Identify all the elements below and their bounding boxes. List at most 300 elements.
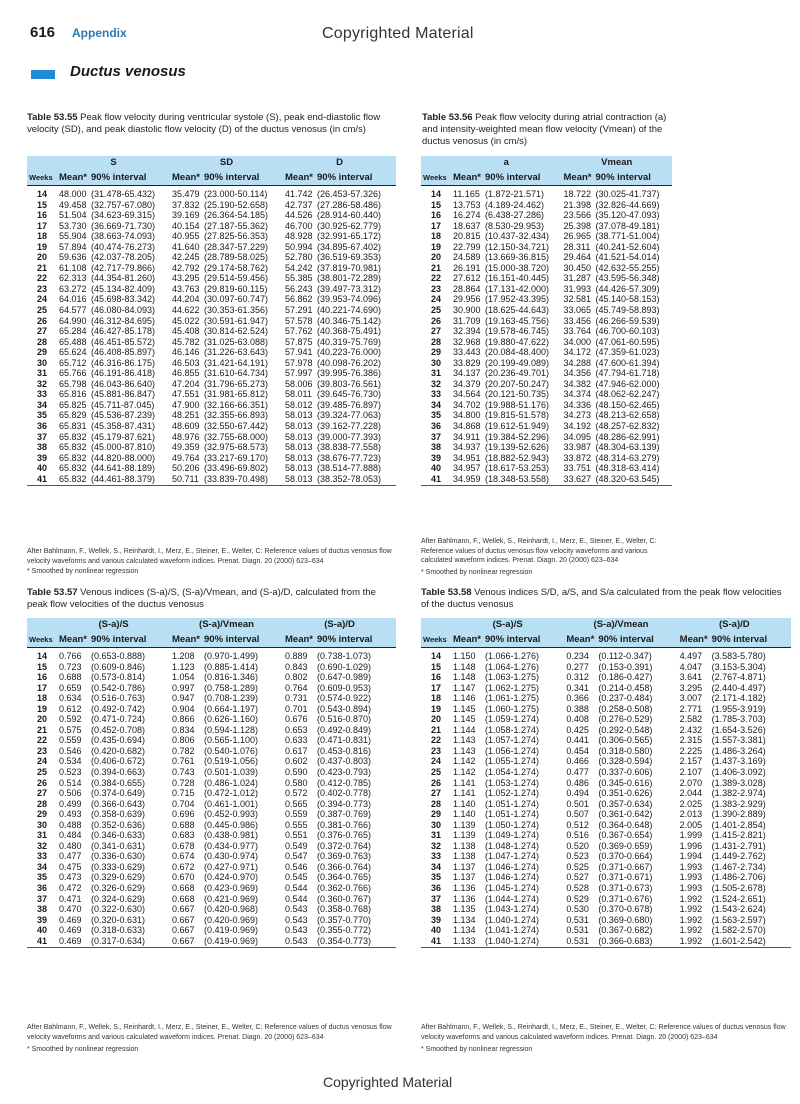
mean-cell: 65.831 — [59, 421, 87, 432]
week-cell: 22 — [430, 735, 441, 746]
week-cell: 22 — [36, 735, 47, 746]
mean-cell: 34.800 — [453, 410, 481, 421]
table-row — [421, 872, 791, 883]
table-row — [27, 368, 396, 379]
table-row — [27, 389, 396, 400]
interval-cell: (32.991-65.172) — [317, 231, 382, 242]
interval-cell: (39.324-77.063) — [317, 410, 382, 421]
table-row — [421, 294, 672, 305]
interval-cell: (2.767-4.871) — [711, 672, 766, 683]
interval-cell: (1.467-2.734) — [711, 861, 766, 872]
interval-cell: (45.881-86.847) — [91, 389, 156, 400]
interval-cell: (0.318-0.633) — [91, 925, 146, 936]
week-cell: 21 — [36, 724, 47, 735]
mean-cell: 0.806 — [172, 735, 195, 746]
week-cell: 16 — [36, 210, 47, 221]
mean-cell: 13.753 — [453, 199, 481, 210]
mean-cell: 0.668 — [172, 883, 195, 894]
week-cell: 30 — [430, 357, 441, 368]
interval-cell: (46.191-86.418) — [91, 368, 156, 379]
interval-cell: (41.521-54.014) — [595, 252, 660, 263]
week-cell: 17 — [430, 220, 441, 231]
mean-cell: 0.499 — [59, 798, 82, 809]
interval-cell: (0.424-0.970) — [204, 872, 259, 883]
interval-cell: (19.612-51.949) — [485, 421, 550, 432]
mean-cell: 0.493 — [59, 809, 82, 820]
mean-cell: 0.543 — [283, 936, 315, 948]
interval-cell: (1.382-2.974) — [711, 788, 766, 799]
interval-cell: (46.312-84.695) — [91, 315, 156, 326]
interval-cell: (0.357-0.634) — [598, 798, 653, 809]
table-row — [421, 389, 672, 400]
mean-cell: 45.408 — [172, 326, 200, 337]
mean-cell: 4.047 — [679, 661, 703, 672]
week-cell: 19 — [430, 241, 441, 252]
table-label: Table 53.55 — [27, 112, 78, 123]
table-row — [421, 305, 672, 316]
mean-cell: 0.565 — [285, 798, 308, 809]
interval-cell: (44.820-88.000) — [91, 452, 156, 463]
week-cell: 15 — [36, 661, 47, 672]
mean-cell: 43.763 — [172, 283, 200, 294]
week-cell: 35 — [430, 410, 441, 421]
interval-cell: (1.056-1.274) — [485, 745, 540, 756]
interval-cell: (45.000-87.810) — [91, 442, 156, 453]
week-cell: 15 — [430, 199, 441, 210]
mean-cell: 1.993 — [679, 872, 703, 883]
mean-cell: 34.957 — [453, 463, 481, 474]
interval-cell: (44.641-88.189) — [91, 463, 156, 474]
column-header: Mean* — [562, 169, 594, 186]
interval-cell: (44.354-81.260) — [91, 273, 156, 284]
table-row — [27, 851, 396, 862]
week-cell: 40 — [36, 925, 47, 936]
week-cell: 21 — [430, 724, 441, 735]
mean-cell: 2.107 — [679, 767, 703, 778]
table-caption — [27, 112, 395, 136]
mean-cell: 0.802 — [285, 672, 308, 683]
table-row — [27, 186, 396, 200]
mean-cell: 1.992 — [678, 936, 710, 948]
week-cell: 16 — [430, 210, 441, 221]
week-cell: 30 — [36, 819, 47, 830]
interval-cell: (43.595-56.348) — [595, 273, 660, 284]
week-cell: 35 — [36, 410, 47, 421]
mean-cell: 0.486 — [566, 777, 589, 788]
mean-cell: 26.191 — [453, 262, 481, 273]
interval-cell: (0.653-0.888) — [91, 651, 146, 661]
mean-cell: 57.997 — [285, 368, 313, 379]
mean-cell: 57.941 — [285, 347, 313, 358]
footnote: * Smoothed by nonlinear regression — [27, 568, 139, 575]
mean-cell: 3.641 — [679, 672, 703, 683]
interval-cell: (42.717-79.866) — [91, 262, 156, 273]
interval-cell: (0.565-1.100) — [204, 735, 259, 746]
interval-cell: (0.333-0.629) — [91, 861, 146, 872]
interval-cell: (48.213-62.658) — [595, 410, 660, 421]
column-header: Weeks — [421, 631, 451, 648]
week-cell: 16 — [36, 672, 47, 683]
interval-cell: (0.357-0.770) — [317, 914, 372, 925]
interval-cell: (16.151-40.445) — [485, 273, 550, 284]
interval-cell: (19.139-52.626) — [485, 442, 550, 453]
interval-cell: (38.514-77.888) — [317, 463, 382, 474]
interval-cell: (0.341-0.631) — [91, 840, 146, 851]
mean-cell: 65.832 — [57, 474, 89, 486]
interval-cell: (0.374-0.649) — [91, 788, 146, 799]
interval-cell: (1.449-2.762) — [711, 851, 766, 862]
interval-cell: (0.358-0.768) — [317, 904, 372, 915]
interval-cell: (0.237-0.484) — [598, 693, 653, 704]
mean-cell: 0.667 — [172, 904, 195, 915]
table-row — [421, 648, 791, 662]
interval-cell: (0.384-0.655) — [91, 777, 146, 788]
mean-cell: 30.900 — [453, 305, 481, 316]
week-cell: 23 — [430, 745, 441, 756]
mean-cell: 0.678 — [172, 840, 195, 851]
table-row — [27, 704, 396, 715]
mean-cell: 65.798 — [59, 378, 87, 389]
group-header: (S-a)/S — [451, 618, 564, 631]
interval-cell: (1.046-1.274) — [485, 872, 540, 883]
table-row — [421, 862, 791, 873]
interval-cell: (1.063-1.275) — [485, 672, 540, 683]
interval-cell: (1.064-1.276) — [485, 661, 540, 672]
interval-cell: (18.882-52.943) — [485, 452, 550, 463]
table-row — [27, 925, 396, 936]
interval-cell: (26.453-57.326) — [317, 189, 382, 199]
mean-cell: 33.065 — [563, 305, 592, 316]
table-row — [421, 904, 791, 915]
mean-cell: 0.501 — [566, 798, 589, 809]
mean-cell: 50.711 — [170, 474, 202, 486]
week-cell: 14 — [36, 651, 47, 661]
interval-cell: (0.387-0.769) — [317, 809, 372, 820]
interval-cell: (0.453-0.816) — [317, 745, 372, 756]
interval-cell: (0.355-0.772) — [317, 925, 372, 936]
mean-cell: 1.140 — [453, 809, 476, 820]
table-row — [27, 778, 396, 789]
interval-cell: (0.452-0.993) — [204, 809, 259, 820]
week-cell: 25 — [430, 767, 441, 778]
week-cell: 27 — [430, 788, 441, 799]
interval-cell: (0.186-0.427) — [598, 672, 653, 683]
interval-cell: (0.609-0.846) — [91, 661, 146, 672]
table-row — [27, 693, 396, 704]
mean-cell: 25.398 — [563, 220, 592, 231]
mean-cell: 18.637 — [453, 220, 481, 231]
mean-cell: 1.150 — [453, 651, 476, 661]
mean-cell: 57.894 — [59, 241, 87, 252]
mean-cell: 54.242 — [285, 262, 313, 273]
week-cell: 39 — [36, 914, 47, 925]
mean-cell: 2.582 — [679, 714, 703, 725]
interval-cell: (1.061-1.275) — [485, 693, 540, 704]
mean-cell: 42.792 — [172, 262, 200, 273]
mean-cell: 0.543 — [285, 914, 308, 925]
interval-cell: (38.676-77.723) — [317, 452, 382, 463]
mean-cell: 1.054 — [172, 672, 195, 683]
mean-cell: 58.013 — [285, 431, 313, 442]
interval-cell: (0.423-0.793) — [317, 767, 372, 778]
interval-cell: (1.059-1.274) — [485, 714, 540, 725]
mean-cell: 0.674 — [172, 851, 195, 862]
interval-cell: (0.153-0.391) — [598, 661, 653, 672]
week-cell: 34 — [36, 399, 47, 410]
mean-cell: 0.688 — [172, 819, 195, 830]
interval-cell: (31.610-64.734) — [204, 368, 269, 379]
week-cell: 19 — [36, 241, 47, 252]
interval-cell: (0.370-0.664) — [598, 851, 653, 862]
week-cell: 25 — [36, 305, 47, 316]
interval-cell: (0.609-0.953) — [317, 682, 372, 693]
mean-cell: 0.312 — [566, 672, 589, 683]
interval-cell: (0.371-0.671) — [598, 872, 653, 883]
interval-cell: (39.000-77.393) — [317, 431, 382, 442]
mean-cell: 0.659 — [59, 682, 82, 693]
interval-cell: (1.401-2.854) — [711, 819, 766, 830]
group-header: (S-a)/D — [283, 618, 396, 631]
mean-cell: 1.140 — [453, 798, 476, 809]
table-53-57 — [27, 618, 396, 948]
mean-cell: 64.577 — [59, 305, 87, 316]
week-cell: 23 — [36, 283, 47, 294]
table-row — [421, 693, 791, 704]
week-cell: 38 — [36, 442, 47, 453]
mean-cell: 65.829 — [59, 410, 87, 421]
interval-cell: (0.402-0.778) — [317, 788, 372, 799]
interval-cell: (19.815-51.578) — [485, 410, 550, 421]
source-citation: After Bahlmann, F., Wellek, S., Reinhardt, I., Merz, E., Steiner, E., Welter, C: Reference values of ductus venosus flow velocity waveforms and various calculated waveform indices. Prenat. Diagn. 20 (2000) 623–634 — [421, 538, 657, 564]
mean-cell: 0.592 — [59, 714, 82, 725]
interval-cell: (0.647-0.989) — [317, 672, 372, 683]
table-row — [421, 442, 672, 453]
mean-cell: 0.947 — [172, 693, 195, 704]
mean-cell: 33.987 — [563, 442, 592, 453]
table-row — [27, 347, 396, 358]
interval-cell: (30.814-62.524) — [204, 326, 269, 337]
mean-cell: 1.144 — [453, 724, 476, 735]
interval-cell: (0.626-1.160) — [204, 714, 259, 725]
mean-cell: 34.911 — [453, 431, 480, 442]
week-cell: 38 — [430, 904, 441, 915]
week-cell: 26 — [36, 315, 47, 326]
page-header — [30, 18, 790, 46]
week-cell: 19 — [430, 703, 441, 714]
table-row — [27, 263, 396, 274]
mean-cell: 0.523 — [566, 851, 589, 862]
mean-cell: 0.534 — [59, 756, 82, 767]
interval-cell: (2.440-4.497) — [711, 682, 766, 693]
mean-cell: 0.728 — [172, 777, 195, 788]
interval-cell: (0.438-0.981) — [204, 830, 259, 841]
week-cell: 35 — [36, 872, 47, 883]
table-row — [27, 337, 396, 348]
interval-cell: (46.080-84.093) — [91, 305, 156, 316]
copyright-watermark: Copyrighted Material — [322, 25, 474, 42]
week-cell: 15 — [36, 199, 47, 210]
table-row — [27, 210, 396, 221]
table-row — [27, 316, 396, 327]
mean-cell: 64.016 — [59, 294, 87, 305]
interval-cell: (45.134-82.409) — [91, 283, 156, 294]
running-head: Appendix — [72, 26, 127, 40]
interval-cell: (0.573-0.814) — [91, 672, 146, 683]
interval-cell: (0.885-1.414) — [204, 661, 259, 672]
week-cell: 19 — [36, 703, 47, 714]
mean-cell: 34.095 — [563, 431, 592, 442]
week-cell: 40 — [36, 463, 47, 474]
mean-cell: 33.829 — [453, 357, 481, 368]
week-cell: 21 — [430, 262, 441, 273]
mean-cell: 34.937 — [453, 442, 481, 453]
week-cell: 27 — [430, 326, 441, 337]
mean-cell: 0.723 — [59, 661, 82, 672]
interval-cell: (32.826-44.669) — [595, 199, 660, 210]
interval-cell: (0.492-0.849) — [317, 724, 372, 735]
mean-cell: 0.528 — [566, 883, 589, 894]
mean-cell: 0.667 — [172, 925, 195, 936]
mean-cell: 0.602 — [285, 756, 308, 767]
mean-cell: 16.274 — [453, 210, 481, 221]
week-cell: 40 — [430, 463, 441, 474]
interval-cell: (47.946-62.000) — [595, 378, 660, 389]
mean-cell: 4.497 — [679, 651, 703, 661]
interval-cell: (0.346-0.633) — [91, 830, 146, 841]
mean-cell: 48.000 — [59, 189, 87, 199]
mean-cell: 0.547 — [285, 851, 308, 862]
interval-cell: (0.452-0.708) — [91, 724, 146, 735]
mean-cell: 2.044 — [679, 788, 703, 799]
table-row — [421, 841, 791, 852]
interval-cell: (1.062-1.275) — [485, 682, 540, 693]
mean-cell: 0.506 — [59, 788, 82, 799]
mean-cell: 34.000 — [563, 336, 592, 347]
interval-cell: (45.698-83.342) — [91, 294, 156, 305]
interval-cell: (30.591-61.947) — [204, 315, 269, 326]
column-header: Weeks — [27, 631, 57, 648]
interval-cell: (0.434-0.977) — [204, 840, 259, 851]
mean-cell: 65.712 — [59, 357, 87, 368]
interval-cell: (44.426-57.309) — [595, 283, 660, 294]
mean-cell: 41.742 — [285, 189, 313, 199]
interval-cell: (1.066-1.276) — [485, 651, 540, 661]
column-header: 90% interval — [315, 169, 396, 186]
mean-cell: 45.022 — [172, 315, 200, 326]
table-row — [421, 358, 672, 369]
interval-cell: (0.406-0.672) — [91, 756, 146, 767]
copyright-watermark-bottom: Copyrighted Material — [323, 1074, 453, 1090]
table-row — [27, 830, 396, 841]
week-cell: 30 — [430, 819, 441, 830]
table-row — [27, 242, 396, 253]
interval-cell: (3.153-5.304) — [711, 661, 766, 672]
mean-cell: 34.702 — [453, 399, 481, 410]
interval-cell: (1.437-3.169) — [711, 756, 766, 767]
footnote: * Smoothed by nonlinear regression — [27, 1046, 139, 1053]
page-number: 616 — [30, 24, 56, 41]
mean-cell: 58.012 — [285, 399, 313, 410]
source-citation: After Bahlmann, F., Wellek, S., Reinhardt, I., Merz, E., Steiner, E., Welter, C: Reference values of ductus venosus flow velocity waveforms and various calculated waveform indices. Prenat. Diagn. 20 (2000) 623–634 — [27, 548, 392, 565]
source-citation: After Bahlmann, F., Wellek, S., Reinhardt, I., Merz, E., Steiner, E., Welter, C: Reference values of ductus venosus flow velocity waveforms and various calculated waveform indices. Prenat. Diagn. 20 (2000) 623–634 — [421, 1024, 786, 1041]
interval-cell: (0.486-1.024) — [204, 777, 259, 788]
mean-cell: 0.543 — [285, 925, 308, 936]
interval-cell: (0.501-1.039) — [204, 767, 259, 778]
mean-cell: 23.566 — [563, 210, 592, 221]
mean-cell: 48.928 — [285, 231, 313, 242]
table-row — [421, 883, 791, 894]
interval-cell: (1.052-1.274) — [485, 788, 540, 799]
interval-cell: (0.276-0.529) — [598, 714, 653, 725]
mean-cell: 32.394 — [453, 326, 481, 337]
interval-cell: (0.708-1.239) — [204, 693, 259, 704]
mean-cell: 0.543 — [285, 904, 308, 915]
table-row — [421, 851, 791, 862]
mean-cell: 1.134 — [453, 925, 476, 936]
interval-cell: (0.112-0.347) — [598, 651, 652, 661]
mean-cell: 1.134 — [453, 914, 476, 925]
interval-cell: (48.257-62.832) — [595, 421, 660, 432]
mean-cell: 1.143 — [453, 745, 476, 756]
week-cell: 16 — [430, 672, 441, 683]
interval-cell: (0.366-0.683) — [596, 936, 677, 948]
interval-cell: (0.324-0.629) — [91, 893, 146, 904]
mean-cell: 1.138 — [453, 840, 476, 851]
table-row — [421, 474, 672, 486]
table-row — [421, 421, 672, 432]
week-cell: 17 — [36, 682, 47, 693]
interval-cell: (0.516-0.763) — [91, 693, 146, 704]
week-cell: 21 — [36, 262, 47, 273]
interval-cell: (36.669-71.730) — [91, 220, 156, 231]
table-row — [421, 830, 791, 841]
mean-cell: 0.425 — [566, 724, 589, 735]
mean-cell: 1.999 — [679, 830, 703, 841]
table-row — [421, 662, 791, 673]
interval-cell: (0.492-0.742) — [91, 703, 146, 714]
table-row — [421, 714, 791, 725]
mean-cell: 34.273 — [563, 410, 592, 421]
interval-cell: (0.394-0.773) — [317, 798, 372, 809]
mean-cell: 0.551 — [285, 830, 308, 841]
interval-cell: (47.600-61.394) — [595, 357, 660, 368]
table-row — [27, 252, 396, 263]
interval-cell: (29.819-60.115) — [204, 283, 268, 294]
table-caption — [422, 112, 672, 148]
interval-cell: (47.359-61.023) — [595, 347, 660, 358]
mean-cell: 0.559 — [285, 809, 308, 820]
chapter-title: Ductus venosus — [70, 63, 186, 80]
interval-cell: (19.880-47.622) — [485, 336, 550, 347]
week-cell: 28 — [430, 336, 441, 347]
mean-cell: 1.142 — [453, 767, 476, 778]
mean-cell: 0.704 — [172, 798, 195, 809]
interval-cell: (1.048-1.274) — [485, 840, 540, 851]
week-cell: 38 — [430, 442, 441, 453]
interval-cell: (1.041-1.274) — [485, 925, 540, 936]
mean-cell: 2.025 — [679, 798, 703, 809]
mean-cell: 56.243 — [285, 283, 313, 294]
table-row — [421, 337, 672, 348]
interval-cell: (0.367-0.682) — [598, 925, 653, 936]
week-cell: 20 — [36, 714, 47, 725]
week-cell: 39 — [36, 452, 47, 463]
table-row — [421, 778, 791, 789]
interval-cell: (0.351-0.626) — [598, 788, 653, 799]
footnote: * Smoothed by nonlinear regression — [421, 569, 533, 576]
interval-cell: (39.162-77.228) — [317, 421, 382, 432]
interval-cell: (45.749-58.893) — [595, 305, 660, 316]
